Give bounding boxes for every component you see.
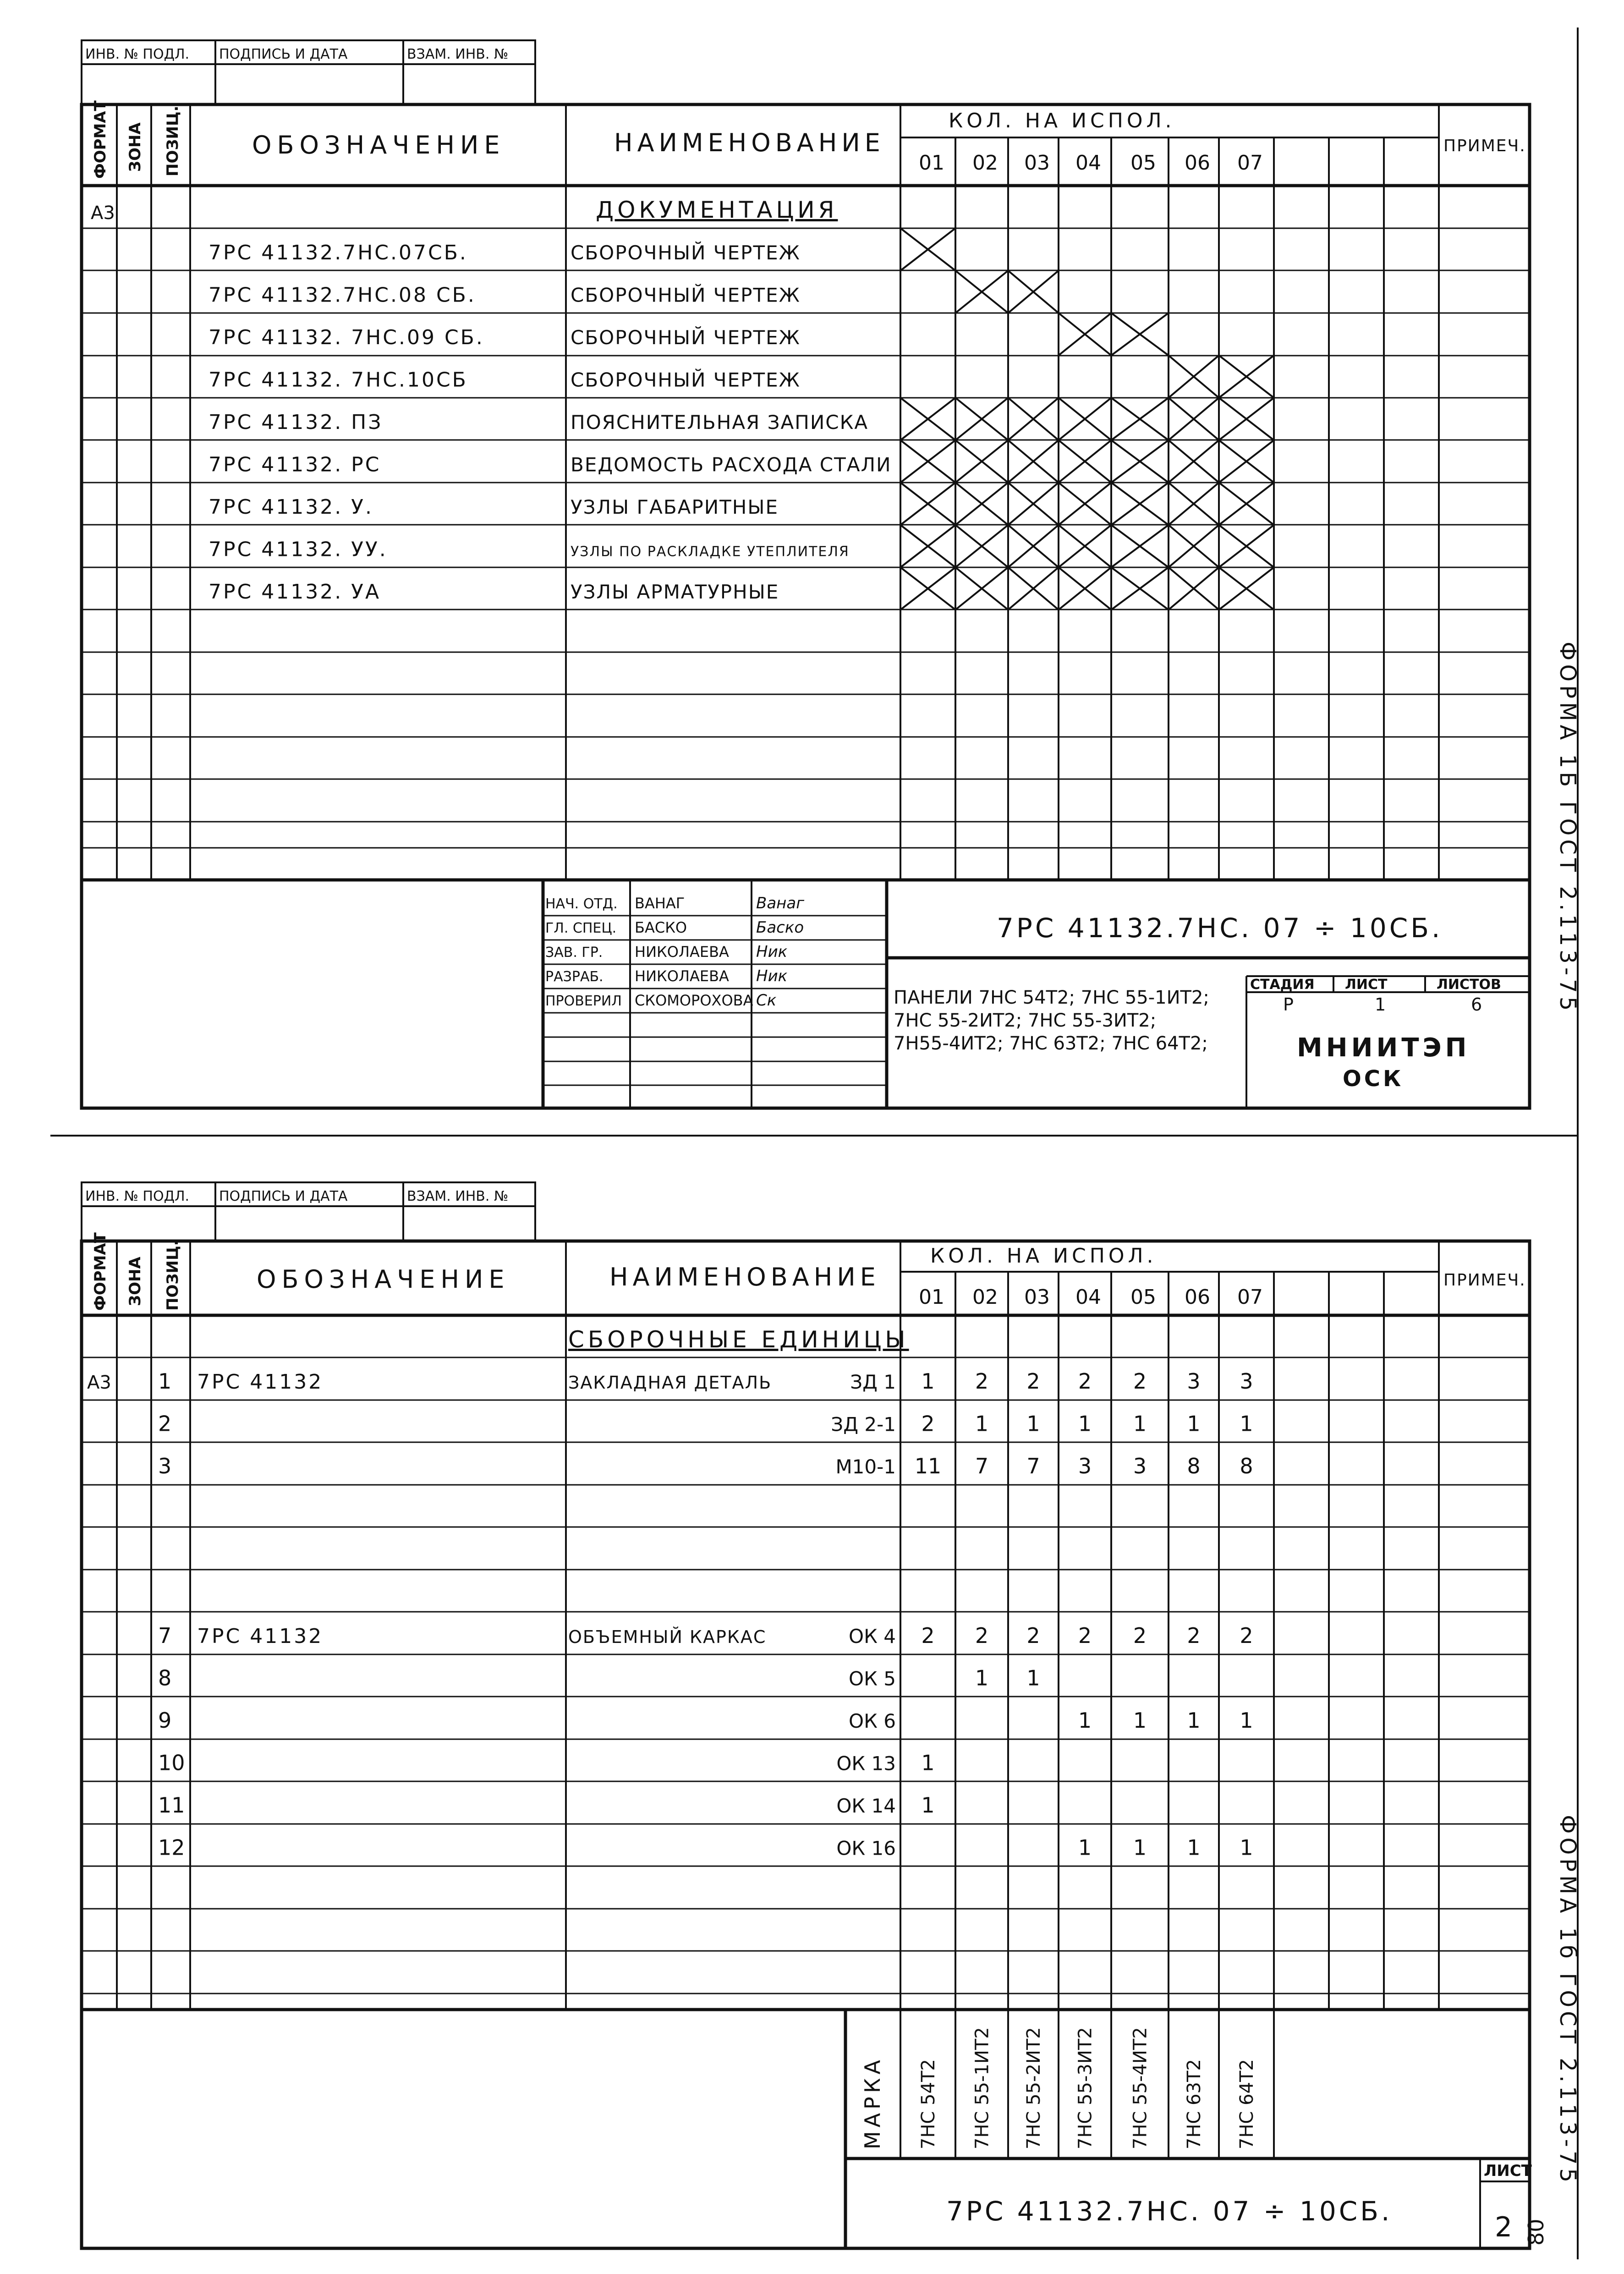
sheet2-qty-cell: 1 xyxy=(1187,1411,1201,1436)
sheet2-qty-cell: 2 xyxy=(1240,1623,1253,1648)
s2-header-name: НАИМЕНОВАНИЕ xyxy=(609,1263,880,1291)
sheet2-row-mark: М10-1 xyxy=(835,1456,896,1478)
stamp2-replace-label: ВЗАМ. ИНВ. № xyxy=(407,1188,509,1204)
cross-mark xyxy=(1059,398,1111,440)
sheet2-row-designation: 7РС 41132 xyxy=(197,1370,324,1394)
header-note: ПРИМЕЧ. xyxy=(1443,137,1526,155)
stage-value: Р xyxy=(1283,994,1294,1015)
sheet2-row-position: 3 xyxy=(158,1454,172,1478)
sheet2-row-lines xyxy=(82,1357,1530,1994)
sheet1-top-stamp xyxy=(82,40,535,104)
cross-mark xyxy=(1059,483,1111,525)
sheet2-qty-cell: 1 xyxy=(1240,1708,1253,1733)
cross-mark xyxy=(1169,398,1219,440)
sheet-label: ЛИСТ xyxy=(1345,977,1388,993)
sheet2-row-name: ЗАКЛАДНАЯ ДЕТАЛЬ xyxy=(568,1373,772,1393)
cross-mark xyxy=(1169,356,1219,398)
signature-name: БАСКО xyxy=(635,919,687,936)
stamp2-inv-label: ИНВ. № ПОДЛ. xyxy=(85,1188,190,1204)
sheet2-qty-cell: 2 xyxy=(1187,1623,1201,1648)
s2-header-format: ФОРМАТ xyxy=(91,1232,110,1311)
sheet1-title-block xyxy=(543,880,1530,1108)
col-06: 06 xyxy=(1185,151,1210,175)
cross-mark xyxy=(1059,525,1111,568)
col-02: 02 xyxy=(972,151,998,175)
cross-mark xyxy=(1219,356,1274,398)
sheet2-row-position: 7 xyxy=(158,1623,172,1648)
sheet1-qty-col-headers xyxy=(919,151,1263,175)
marka-value: 7НС 55-4ИТ2 xyxy=(1130,2027,1151,2149)
sheet1-row-name: УЗЛЫ АРМАТУРНЫЕ xyxy=(571,581,779,603)
sheet2-qty-cell: 1 xyxy=(1133,1411,1147,1436)
sheet2-qty-cell: 2 xyxy=(1026,1623,1040,1648)
s2-col-01: 01 xyxy=(919,1285,944,1309)
sheet1-cross-marks xyxy=(900,228,1274,610)
sheet2-qty-cell: 1 xyxy=(1240,1411,1253,1436)
signature-role: ГЛ. СПЕЦ. xyxy=(545,920,617,936)
sheet2-sheet-label: ЛИСТ xyxy=(1484,2162,1532,2180)
marka-value: 7НС 55-2ИТ2 xyxy=(1023,2027,1044,2149)
sheet1-row-designation: 7РС 41132. УУ. xyxy=(208,538,388,561)
sheet2-qty-cell: 3 xyxy=(1240,1369,1253,1394)
sheet2-qty-cell: 1 xyxy=(1026,1411,1040,1436)
sheet2-qty-cell: 2 xyxy=(975,1623,989,1648)
s2-header-designation: ОБОЗНАЧЕНИЕ xyxy=(257,1265,510,1294)
sheet1-doc-code: 7РС 41132.7НС. 07 ÷ 10СБ. xyxy=(997,912,1443,944)
cross-mark xyxy=(1008,567,1059,610)
signature-name: ВАНАГ xyxy=(635,895,685,912)
sheet2-qty-cell: 1 xyxy=(1078,1835,1092,1860)
stage-label: СТАДИЯ xyxy=(1250,977,1315,993)
stamp-inv-label: ИНВ. № ПОДЛ. xyxy=(85,46,190,62)
sheet1-format-a3: А3 xyxy=(91,203,115,224)
sheet2-format-a3: А3 xyxy=(87,1372,111,1393)
cross-mark xyxy=(900,525,955,568)
cross-mark xyxy=(1111,525,1169,568)
sheet2-qty-cell: 1 xyxy=(1078,1708,1092,1733)
cross-mark xyxy=(1008,525,1059,568)
sheet2-qty-cell: 2 xyxy=(921,1411,935,1436)
sheets-value: 6 xyxy=(1471,994,1482,1015)
cross-mark xyxy=(1169,525,1219,568)
sheet2-row-mark: ОК 4 xyxy=(849,1625,896,1648)
sheet-2 xyxy=(82,1182,1580,2248)
sheet2-qty-cell: 7 xyxy=(975,1454,989,1478)
cross-mark xyxy=(1169,567,1219,610)
cross-mark xyxy=(955,567,1008,610)
handwritten-signature: Ник xyxy=(756,943,788,961)
s2-header-note: ПРИМЕЧ. xyxy=(1443,1271,1526,1290)
col-07: 07 xyxy=(1237,151,1263,175)
sheet2-qty-cell: 3 xyxy=(1078,1454,1092,1478)
sheet2-qty-cell: 3 xyxy=(1187,1369,1201,1394)
sheet1-form-side-text: ФОРМА 1Б ГОСТ 2.113-75 xyxy=(1555,642,1580,1015)
cross-mark xyxy=(1059,313,1111,356)
sheet2-qty-cell: 2 xyxy=(975,1369,989,1394)
sheet2-qty-cell: 2 xyxy=(1078,1623,1092,1648)
sheet2-doc-code: 7РС 41132.7НС. 07 ÷ 10СБ. xyxy=(946,2196,1393,2227)
cross-mark xyxy=(1059,567,1111,610)
header-qty: КОЛ. НА ИСПОЛ. xyxy=(949,109,1175,132)
stamp-replace-label: ВЗАМ. ИНВ. № xyxy=(407,46,509,62)
s2-col-07: 07 xyxy=(1237,1285,1263,1309)
sheet2-qty-cell: 1 xyxy=(1187,1835,1201,1860)
marka-value: 7НС 64Т2 xyxy=(1236,2059,1257,2149)
handwritten-signature: Ск xyxy=(756,991,777,1010)
col-04: 04 xyxy=(1075,151,1101,175)
s2-col-02: 02 xyxy=(972,1285,998,1309)
cross-mark xyxy=(1059,440,1111,483)
sheet1-row-name: СБОРОЧНЫЙ ЧЕРТЕЖ xyxy=(571,368,801,391)
sheet1-row-designation: 7РС 41132. УА xyxy=(208,580,381,604)
sheet2-qty-cell: 2 xyxy=(1078,1369,1092,1394)
sheet2-row-mark: ОК 13 xyxy=(836,1752,896,1775)
header-position: ПОЗИЦ. xyxy=(164,105,182,176)
marka-value: 7НС 55-3ИТ2 xyxy=(1075,2027,1096,2149)
stamp-sign-label: ПОДПИСЬ И ДАТА xyxy=(219,46,348,62)
sheet-1 xyxy=(82,40,1580,1108)
s2-header-zone: ЗОНА xyxy=(126,1257,144,1306)
sheet2-qty-cell: 1 xyxy=(921,1369,935,1394)
sheet2-row-position: 10 xyxy=(158,1750,185,1775)
cross-mark xyxy=(1008,271,1059,313)
org-sub: ОСК xyxy=(1343,1066,1404,1092)
sheet2-row-position: 9 xyxy=(158,1708,172,1733)
sheet2-qty-cell: 1 xyxy=(1078,1411,1092,1436)
sheet2-qty-cell: 1 xyxy=(975,1665,989,1691)
cross-mark xyxy=(900,228,955,271)
cross-mark xyxy=(1111,567,1169,610)
sheet1-row-designation: 7РС 41132. 7НС.10СБ xyxy=(208,368,468,392)
sheet2-qty-cell: 2 xyxy=(921,1623,935,1648)
header-designation: ОБОЗНАЧЕНИЕ xyxy=(252,131,505,159)
cross-mark xyxy=(900,567,955,610)
sheet2-qty-cell: 1 xyxy=(1240,1835,1253,1860)
sheets-label: ЛИСТОВ xyxy=(1437,977,1501,993)
s2-header-qty: КОЛ. НА ИСПОЛ. xyxy=(930,1244,1157,1268)
sheet2-qty-cell: 1 xyxy=(1133,1835,1147,1860)
cross-mark xyxy=(1219,483,1274,525)
sheet1-row-name: СБОРОЧНЫЙ ЧЕРТЕЖ xyxy=(571,242,801,264)
cross-mark xyxy=(1111,440,1169,483)
cross-mark xyxy=(1008,398,1059,440)
handwritten-signature: Ванаг xyxy=(756,894,805,912)
sheet2-row-position: 8 xyxy=(158,1665,172,1691)
handwritten-signature: Ник xyxy=(756,967,788,985)
cross-mark xyxy=(1111,313,1169,356)
title-line-3: 7Н55-4ИТ2; 7НС 63Т2; 7НС 64Т2; xyxy=(894,1033,1208,1054)
sheet1-row-designation: 7РС 41132. РС xyxy=(208,453,381,477)
sheet2-qty-cell: 1 xyxy=(921,1793,935,1818)
sheet1-row-designation: 7РС 41132. ПЗ xyxy=(208,411,383,434)
s2-header-position: ПОЗИЦ. xyxy=(164,1240,182,1311)
s2-col-03: 03 xyxy=(1024,1285,1050,1309)
corner-number: 80 xyxy=(1524,2219,1548,2246)
org-name: МНИИТЭП xyxy=(1297,1033,1470,1063)
sheet2-row-mark: ОК 5 xyxy=(849,1667,896,1690)
cross-mark xyxy=(900,398,955,440)
cross-mark xyxy=(1111,483,1169,525)
section-documentation: ДОКУМЕНТАЦИЯ xyxy=(596,197,838,223)
col-03: 03 xyxy=(1024,151,1050,175)
signature-name: СКОМОРОХОВА xyxy=(635,992,753,1009)
cross-mark xyxy=(1169,483,1219,525)
signature-role: НАЧ. ОТД. xyxy=(545,896,618,912)
sheet1-rows xyxy=(208,241,892,604)
cross-mark xyxy=(955,398,1008,440)
col-05: 05 xyxy=(1130,151,1156,175)
sheet2-qty-col-headers xyxy=(919,1285,1263,1309)
sheet2-row-position: 11 xyxy=(158,1793,185,1818)
sheet-value: 1 xyxy=(1375,994,1386,1015)
marka-value: 7НС 54Т2 xyxy=(918,2059,939,2149)
cross-mark xyxy=(900,483,955,525)
sheet2-row-designation: 7РС 41132 xyxy=(197,1625,324,1648)
sheet2-qty-cell: 1 xyxy=(1187,1708,1201,1733)
sheet2-qty-cell: 8 xyxy=(1240,1454,1253,1478)
sheet2-row-mark: ЗД 1 xyxy=(850,1371,896,1393)
sheet2-qty-cell: 8 xyxy=(1187,1454,1201,1478)
signature-name: НИКОЛАЕВА xyxy=(635,943,729,961)
marka-value: 7НС 63Т2 xyxy=(1184,2059,1205,2149)
cross-mark xyxy=(955,440,1008,483)
sheet2-qty-cell: 1 xyxy=(921,1750,935,1775)
cross-mark xyxy=(900,440,955,483)
sheet1-row-name: СБОРОЧНЫЙ ЧЕРТЕЖ xyxy=(571,284,801,307)
sheet2-qty-cell: 2 xyxy=(1133,1369,1147,1394)
sheet1-row-designation: 7РС 41132. У. xyxy=(208,495,373,519)
sheet2-row-mark: ОК 16 xyxy=(836,1837,896,1860)
header-format: ФОРМАТ xyxy=(91,100,110,179)
sheet2-row-mark: ОК 14 xyxy=(836,1795,896,1817)
cross-mark xyxy=(1008,440,1059,483)
cross-mark xyxy=(1111,398,1169,440)
cross-mark xyxy=(1169,440,1219,483)
sheet2-qty-cell: 2 xyxy=(1026,1369,1040,1394)
header-zone: ЗОНА xyxy=(126,122,144,172)
col-01: 01 xyxy=(919,151,944,175)
handwritten-signature: Баско xyxy=(756,918,804,937)
sheet2-form-side-text: ФОРМА 1б ГОСТ 2.113-75 xyxy=(1555,1815,1580,2186)
cross-mark xyxy=(955,483,1008,525)
sheet1-row-designation: 7РС 41132.7НС.07СБ. xyxy=(208,241,468,264)
sheet2-qty-cell: 1 xyxy=(975,1411,989,1436)
header-name: НАИМЕНОВАНИЕ xyxy=(614,128,885,157)
sheet1-row-name: УЗЛЫ ГАБАРИТНЫЕ xyxy=(571,496,779,518)
sheet1-row-name: СБОРОЧНЫЙ ЧЕРТЕЖ xyxy=(571,326,801,349)
cross-mark xyxy=(955,271,1008,313)
s2-col-06: 06 xyxy=(1185,1285,1210,1309)
sheet2-row-position: 1 xyxy=(158,1369,172,1394)
cross-mark xyxy=(1219,525,1274,568)
sheet2-qty-cell: 1 xyxy=(1026,1665,1040,1691)
cross-mark xyxy=(955,525,1008,568)
sheet2-row-mark: ЗД 2-1 xyxy=(831,1413,896,1436)
sheet2-top-stamp xyxy=(82,1182,535,1241)
signature-role: РАЗРАБ. xyxy=(545,969,604,985)
sheet2-qty-cell: 3 xyxy=(1133,1454,1147,1478)
title-line-1: ПАНЕЛИ 7НС 54Т2; 7НС 55-1ИТ2; xyxy=(894,987,1209,1008)
sheet2-qty-cell: 11 xyxy=(914,1454,942,1478)
stamp2-sign-label: ПОДПИСЬ И ДАТА xyxy=(219,1188,348,1204)
sheet2-row-mark: ОК 6 xyxy=(849,1710,896,1732)
signature-name: НИКОЛАЕВА xyxy=(635,967,729,985)
sheet2-row-position: 12 xyxy=(158,1835,185,1860)
sheet2-row-name: ОБЪЕМНЫЙ КАРКАС xyxy=(568,1627,767,1647)
marka-label: МАРКА xyxy=(860,2056,885,2149)
s2-col-04: 04 xyxy=(1075,1285,1101,1309)
sheet1-row-designation: 7РС 41132.7НС.08 СБ. xyxy=(208,283,476,307)
sheet2-qty-cell: 7 xyxy=(1026,1454,1040,1478)
sheet1-row-designation: 7РС 41132. 7НС.09 СБ. xyxy=(208,326,484,349)
sheet2-qty-cell: 2 xyxy=(1133,1623,1147,1648)
s2-col-05: 05 xyxy=(1130,1285,1156,1309)
signature-role: ПРОВЕРИЛ xyxy=(545,993,622,1009)
cross-mark xyxy=(1219,440,1274,483)
sheet2-qty-cell: 1 xyxy=(1133,1708,1147,1733)
title-line-2: 7НС 55-2ИТ2; 7НС 55-3ИТ2; xyxy=(894,1010,1157,1031)
section-assembly-units: СБОРОЧНЫЕ ЕДИНИЦЫ xyxy=(568,1326,909,1353)
cross-mark xyxy=(1219,567,1274,610)
sheet1-row-name: УЗЛЫ ПО РАСКЛАДКЕ УТЕПЛИТЕЛЯ xyxy=(571,544,850,560)
sheet2-marka-block xyxy=(845,2010,1532,2248)
sheet1-row-name: ВЕДОМОСТЬ РАСХОДА СТАЛИ xyxy=(571,453,892,476)
signature-role: ЗАВ. ГР. xyxy=(545,945,603,961)
sheet1-row-name: ПОЯСНИТЕЛЬНАЯ ЗАПИСКА xyxy=(571,411,869,434)
sheet2-row-position: 2 xyxy=(158,1411,172,1436)
marka-value: 7НС 55-1ИТ2 xyxy=(971,2027,993,2149)
cross-mark xyxy=(1008,483,1059,525)
sheet2-sheet-number: 2 xyxy=(1495,2211,1513,2243)
cross-mark xyxy=(1219,398,1274,440)
